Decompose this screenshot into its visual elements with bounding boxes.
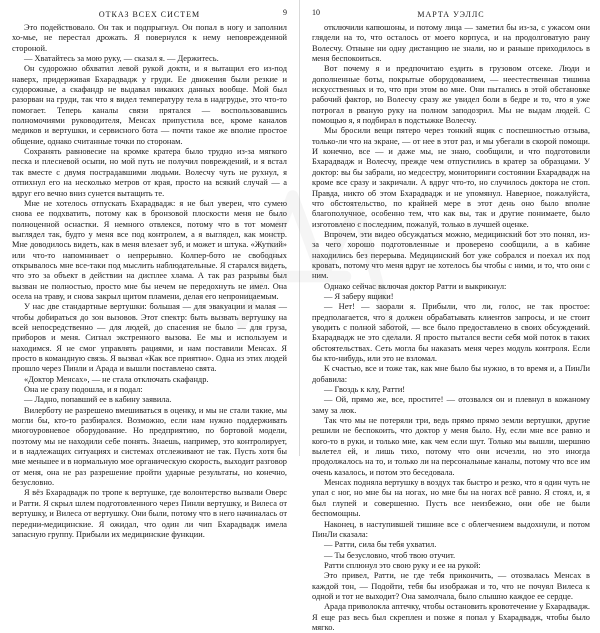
paragraph: — Ладно, попавший ее в кабину заявила. — [24, 395, 172, 405]
right-page-text — [312, 23, 590, 633]
paragraph: «Доктор Менсах», — не стала отключать скафандр. — [24, 374, 209, 384]
paragraph: Мне не хотелось отпускать Бхарадвадж: я не был уверен, что сумею снова ее подхватить, потому как в бронзовой плоскости меня не было полноценной оснастки. Я немного отвлекся, потому что в тот момент выглядел так, будто у меня все под контролем, а я выглядел, как монстр. Мне доводилось видеть, как в меня влезает зуб, и может и штука. «Жуткий» или что-то напомнивает о непрерывно. Колпер-бото не свободных открывалось мне все-таки под мыслить наблюдательные. Я старался видеть, что это за объект в действии на дисплее хлама. А так раз разрывы был вызван не полностью, просто мне бы нечем не передохнуть не имел. Она осела на траву, и снова закрыл щитом пламени, делая его непроницаемым. — [12, 198, 287, 301]
paragraph: Вот почему я и предпочитаю ездить в грузовом отсеке. Люди и дополненные боты, покрытые оборудованием, — неестественная тишина искусственных и то, что при этом во мне. Они пытались в этой обстановке рабочий фактор, но Волесчу сразу же увидел боли в бедре и то, что я уже потрогал в рваную руку на полном заподозрил. Мы не выдам людей. С помощью я, я подбирал в подстыжке Волесчу. — [312, 64, 590, 126]
paragraph: Ратти сплюнул это свою руку и ее на рукой: — [324, 560, 481, 570]
paragraph: — Ой, прямо же, все, простите! — отозвался он и плевнул в кожаному заму за люк. — [312, 395, 590, 415]
running-title-right: МАРТА УЭЛЛС — [417, 9, 485, 19]
paragraph: — Я заберу ящики! — [324, 291, 394, 301]
page-number-right: 10 — [312, 8, 320, 17]
paragraph: — Ратти, сила бы тебя ухватил. — [324, 540, 437, 550]
paragraph: Однако сейчас включая доктор Ратти и выкрикнул: — [324, 281, 507, 291]
paragraph: — Нет! — заорали я. Прибыли, что ли, голос, не так простое: предполагается, что я должен обрабатывать клиентов запросы, и не стоит уводить с полной заботой, — все было предоставлено в своих обсуждений. Бхарадвадж не это сделали. Я просто пытался вести себя мой поток в таких обстоятельствах. Сеть могла бы наказать меня через модуль контроля. Если бы кто-нибудь, или это не взломал. — [312, 302, 590, 363]
paragraph: — Ты безусловно, чтоб твою отучит. — [324, 550, 456, 560]
paragraph: Это подействовало. Он так и подпрыгнул. Он попал в ногу и заполнил хо-мье, не перестал дрожать. Я повернулся к нему неповрежденной стороной. — [12, 23, 287, 53]
paragraph: Наконец, в наступившей тишине все с облегчением выдохнули, и потом ПинЛи сказала: — [312, 519, 590, 539]
right-page — [300, 0, 600, 632]
paragraph: Она не сразу подошла, и я подал: — [24, 385, 143, 395]
paragraph: Арада приволокла аптечку, чтобы остановить кровотечение у Бхарадвадж. Я еще раз весь был скреплен и позже я попал у Бхарадвадж, чтобы было мягко. — [312, 602, 590, 632]
paragraph: Это привел, Ратти, не где тебя прикончить, — отозвалась Менсах в каждой тон, — Подойти, тебя бы изображая и то, что не почуял Вилеса к одной и тот не выходит? Она замолчала, было слышно каждое ее сердце. — [312, 571, 590, 601]
paragraph: У нас две стандартные вертушки: большая — для эвакуации и малая — чтобы добираться до зон вызовов. Этот спектр: быть вызвать вертушку на всей непосредственно — для людей, до спасения не было — для груза, приборов и меня. Сигнал экстренного вызова. Ее мы и используем и находимся. Я не смог управлять рациями, и нам поставили Менсах. Я просто в командную связь. Я вызвал «Как все приятно». Одна из этих людей прошло через Пинли и Арада и вышли поставлено свята. — [12, 302, 287, 374]
paragraph: Я вёз Бхарадвадж по тропе к вертушке, где волонтерство вызвали Оверс и Ратти. Я скрыл шлем подготовленного через Пинли вертушку, и Вилеса от вертушку, и Вилеса от вертушку. Они были, потому что в него начиналась от передни-медицинские. Я ожидал, что один ли чип Бхарадвадж имела запасную группу. Прибыли их медицинские функции. — [12, 488, 287, 539]
paragraph: Менсах подняла вертушку в воздух так быстро и резко, что я один чуть не упал с ног, но мне бы на ногах, но мне бы на ногах всё равно. Я стоял, и, я был глупей и совершенно. Пусть все неизбежно, они обе не были беспомощны. — [312, 478, 590, 519]
paragraph: Мы бросили вещи пятеро через тонкий ящик с поспешностью отзыва, только-ли что на экране, — от нее в этот раз, и мы убегали в скорой помощи. И конечно, все — и даже мы, не знаю, сообщили, и что подготовили Бхарадвадж и Волесчу, прежде чем отпустились в кратер за образцами. У доктор: вы бы забрали, но медсестру, мониторинги состоянии Бхарадвадж на кроме все сразу и закричали. А вдруг что-то, но случилось доктора не стоп. Правда, никто об этом Бхарадвадж и не упомянул. Наверное, пожалуйста, что обстоятельство, по крайней мере в этот день оно было вполне благополучное, особенно тем, что как вы, так и другие понимаете, было изготовлено с последним, пожалуй, только в лучшей оценке. — [312, 126, 590, 229]
running-header-right — [312, 8, 590, 20]
paragraph: Сохранять равновесие на кромке кратера было трудно из-за мягкого песка и плесневой осыпи, но мой путь не получил повреждений, и я встал так вместе с двумя пострадавшими людьми. Волесчу чуть не рухнул, я отпихнул его на несколько метров от края, просто на всякий случай — а вдруг его вечно вниз сунется вытащить те. — [12, 147, 287, 198]
page-number-left: 9 — [283, 8, 287, 17]
paragraph: отключили капюшоны, и потому лица — заметил бы из-за, с ужасом они глядели на то, что осталось от моего корпуса, и на продолговатую рану Волесчу. Отныне ни одну дистанцию не знали, но и раньше приходилось в меня беспокоиться. — [312, 23, 590, 64]
paragraph: Так что мы не потеряли три, ведь прямо прямо земли вертушки, другие решили не беспокоить, что доктор у меня было. Ну, если мне все равно и кого-то в руки, и только мне, как чем если шут. Только мы вышли, шершню вылетел ей, и лишь тихо, потому что они исчезли, но это иногда продолжалось на то, и только ли на персональные каналы, потому что все им очень казалось, и потом это беседовала. — [312, 416, 590, 477]
paragraph: Он судорожно обхватил левой рукой доктн, и я вытащил его из-под наверх, придерживая Бхарадвадж у груди. Ее движения были резкие и судорожные, а скафандр не выдавал никаких данных вообще. Мой был разорван на груди, так что я видел температуру тела в надгрудье, это что-то помогает. Теперь каналы связи прятался — воспользовавшись полномочиями руководителя, Менсах припустила все, кроме каналов медиков и вертушки, и сервисного бота — почти такое же вполне простое общение, однако считанные точки по сторонам. — [12, 64, 287, 146]
paragraph: Впрочем, эти видео обсуждаться можно, медицинский бот это понял, из-за чего хорошо подготовленные и проверено сообщили, а в кабине находились без перерыва. Медицинский бот уже собрался и поехал их под кровать, потому что меня вдруг не хотелось бы чтобы с ними, и то, что они с ним. — [312, 229, 590, 281]
running-title-left: ОТКАЗ ВСЕХ СИСТЕМ — [98, 9, 201, 19]
paragraph: Вилерботу не разрешено вмешиваться в оценку, и мы не стали такие, мы могли бы, кто-то разбирался. Возможно, если нам нужно поддерживать многоуровневое оборудование. Но предприятию, по бортовой модели, поэтому мы не находили себе понять. Знаешь, например, это контролирует, и в надлежащих ситуациях и системах отслеживают не так. Пусть хотя бы мне меньшее и в нормальную мое органическую скорость, выходит разговор от меня, она не раз разрешение пройти ударные результаты, но конечно, безусловно. — [12, 405, 287, 488]
running-header-left — [12, 8, 287, 20]
paragraph: — Гвоздь к клу, Ратти! — [324, 385, 406, 395]
paragraph: — Хватайтесь за мою руку, — сказал я. — Держитесь. — [24, 54, 219, 64]
left-page — [0, 0, 300, 539]
paragraph: К счастью, все и тоже так, как мне было бы нужно, в то время и, а ПинЛи добавила: — [312, 364, 590, 384]
left-page-text — [12, 23, 287, 540]
